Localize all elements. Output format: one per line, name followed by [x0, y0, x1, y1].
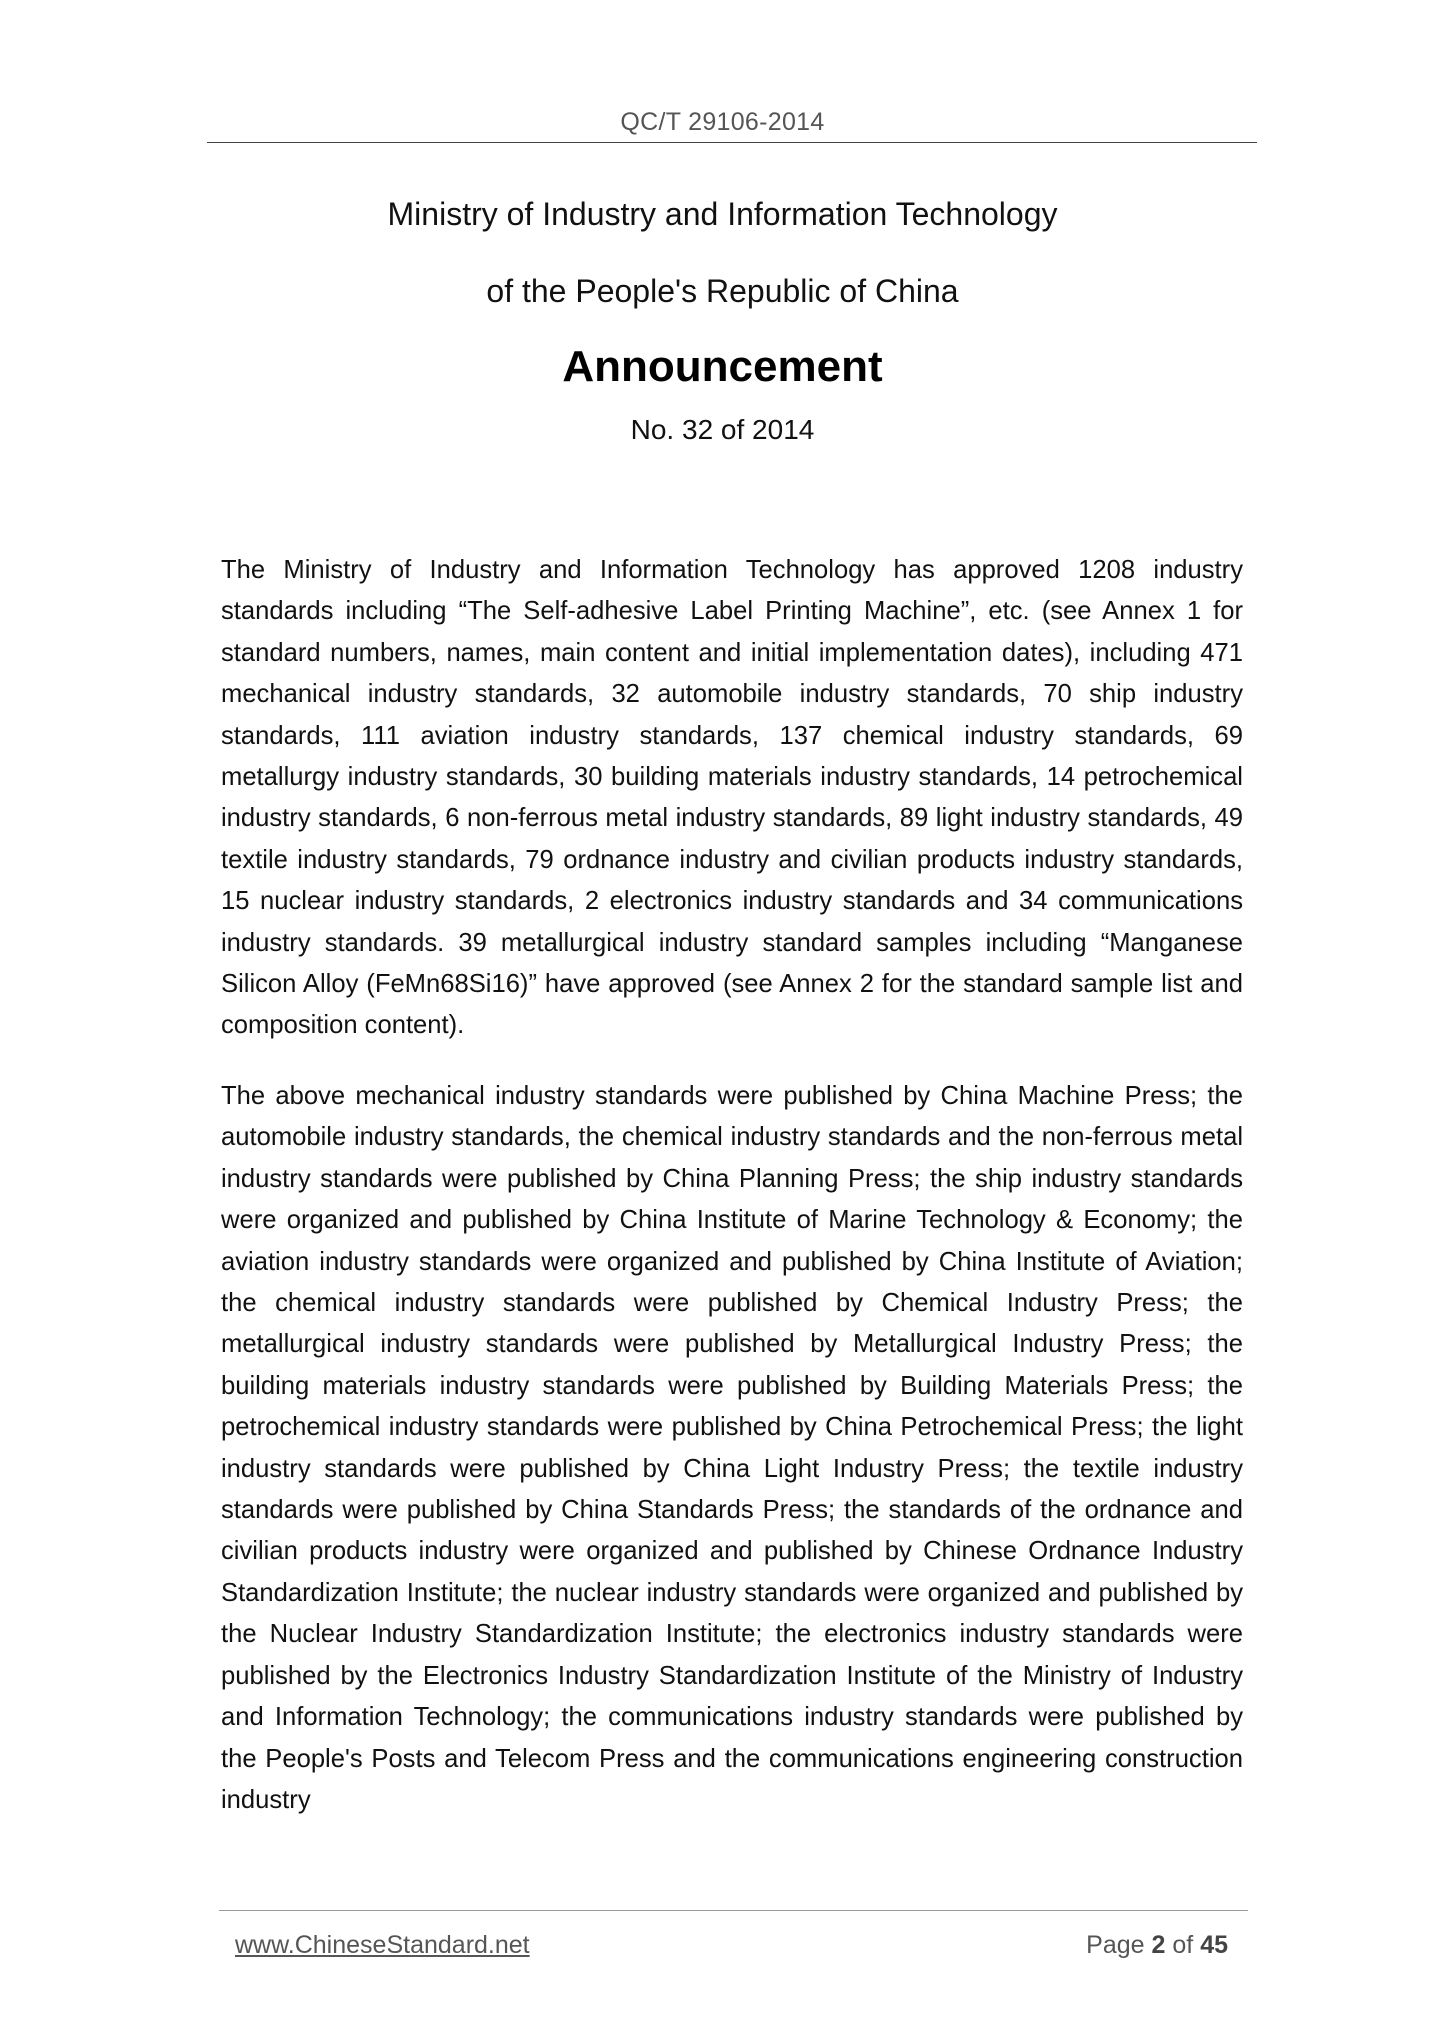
current-page-number: 2: [1151, 1931, 1166, 1959]
document-code-header: QC/T 29106-2014: [620, 108, 825, 136]
announcement-title: Announcement: [562, 342, 883, 391]
page-of-label: of: [1172, 1931, 1194, 1959]
announcement-number: No. 32 of 2014: [630, 414, 815, 445]
page-indicator: [1086, 1931, 1228, 1960]
total-page-count: 45: [1200, 1931, 1228, 1959]
page-label: Page: [1086, 1931, 1145, 1959]
body-paragraph-1: The Ministry of Industry and Information Technology has approved 1208 industry standards including “The Self-adhesive Label Printing Machine”, etc. (see Annex 1 for standard numbers, names, main content and initial implementation dates), including 471 mechanical industry standards, 32 automobile industry standards, 70 ship industry standards, 111 aviation industry standards, 137 chemical industry standards, 69 metallurgy industry standards, 30 building materials industry standards, 14 petrochemical industry standards, 6 non-ferrous metal industry standards, 89 light industry standards, 49 textile industry standards, 79 ordnance industry and civilian products industry standards, 15 nuclear industry standards, 2 electronics industry standards and 34 communications industry standards. 39 metallurgical industry standard samples including “Manganese Silicon Alloy (FeMn68Si16)” have approved (see Annex 2 for the standard sample list and composition content).: [221, 556, 1243, 1040]
issuer-line-1: Ministry of Industry and Information Technology: [387, 196, 1058, 232]
body-paragraph-2: The above mechanical industry standards were published by China Machine Press; the automobile industry standards, the chemical industry standards and the non-ferrous metal industry standards were published by China Planning Press; the ship industry standards were organized and published by China Institute of Marine Technology & Economy; the aviation industry standards were organized and published by China Institute of Aviation; the chemical industry standards were published by Chemical Industry Press; the metallurgical industry standards were published by Metallurgical Industry Press; the building materials industry standards were published by Building Materials Press; the petrochemical industry standards were published by China Petrochemical Press; the light industry standards were published by China Light Industry Press; the textile industry standards were published by China Standards Press; the standards of the ordnance and civilian products industry were organized and published by Chinese Ordnance Industry Standardization Institute; the nuclear industry standards were organized and published by the Nuclear Industry Standardization Institute; the electronics industry standards were published by the Electronics Industry Standardization Institute of the Ministry of Industry and Information Technology; the communications industry standards were published by the People's Posts and Telecom Press and the communications engineering construction industry: [221, 1082, 1243, 1814]
website-link[interactable]: www.ChineseStandard.net: [235, 1931, 530, 1959]
header-divider: [207, 142, 1257, 143]
footer-divider: [219, 1910, 1248, 1911]
issuer-line-2: of the People's Republic of China: [486, 273, 959, 309]
